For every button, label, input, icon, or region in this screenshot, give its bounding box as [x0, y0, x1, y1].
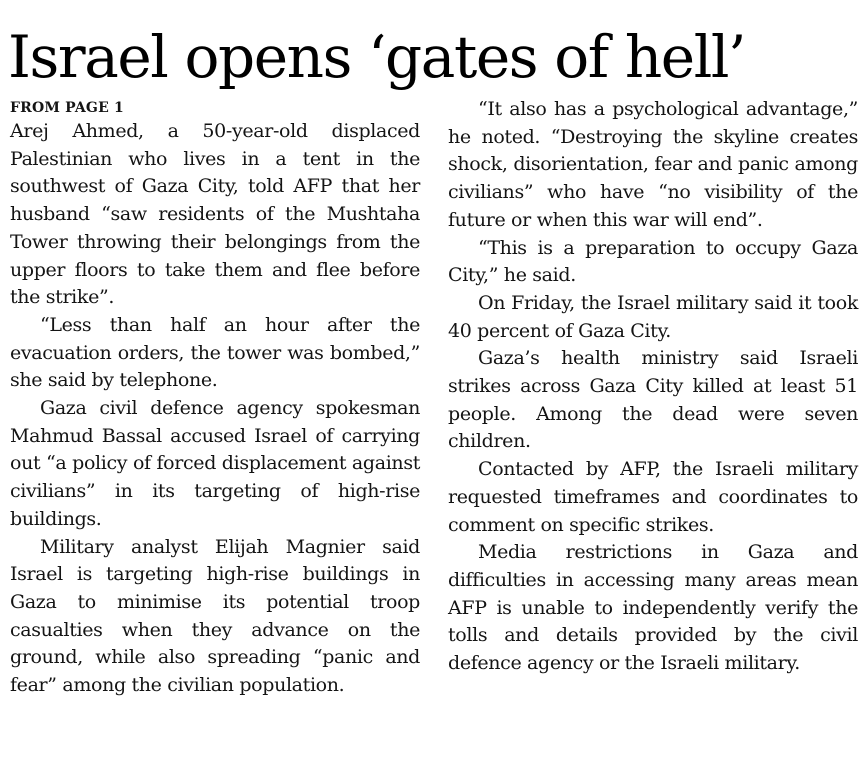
- paragraph: “Less than half an hour after the evacuation orders, the tower was bombed,” she said by telephone.: [10, 313, 420, 392]
- right-column: [448, 96, 858, 678]
- article-headline: Israel opens ‘gates of hell’: [8, 23, 746, 91]
- paragraph: On Friday, the Israel military said it took 40 percent of Gaza City.: [448, 291, 858, 342]
- paragraph: Arej Ahmed, a 50-year-old displaced Palestinian who lives in a tent in the southwest of Gaza City, told AFP that her husband “saw residents of the Mushtaha Tower throwing their belongings from the upper floors to take them and flee before the strike”.: [10, 120, 420, 309]
- left-column: [10, 96, 420, 700]
- paragraph: Gaza civil defence agency spokesman Mahmud Bassal accused Israel of carrying out “a policy of forced displacement against civilians” in its targeting of high-rise buildings.: [10, 397, 420, 530]
- continuation-kicker: FROM PAGE 1: [10, 100, 124, 116]
- paragraph: Contacted by AFP, the Israeli military requested timeframes and coordinates to comment on specific strikes.: [448, 458, 858, 536]
- paragraph: Military analyst Elijah Magnier said Israel is targeting high-rise buildings in Gaza to minimise its potential troop casualties when they advance on the ground, while also spreading “panic and fear” among the civilian population.: [10, 535, 420, 697]
- paragraph: “This is a preparation to occupy Gaza City,” he said.: [448, 236, 858, 287]
- paragraph: Media restrictions in Gaza and difficulties in accessing many areas mean AFP is unable to independently verify the tolls and details provided by the civil defence agency or the Israeli military.: [448, 541, 858, 675]
- paragraph: “It also has a psychological advantage,” he noted. “Destroying the skyline creates shock, disorientation, fear and panic among civilians” who have “no visibility of the future or when this war will end”.: [448, 98, 858, 231]
- paragraph: Gaza’s health ministry said Israeli strikes across Gaza City killed at least 51 people. Among the dead were seven children.: [448, 347, 858, 453]
